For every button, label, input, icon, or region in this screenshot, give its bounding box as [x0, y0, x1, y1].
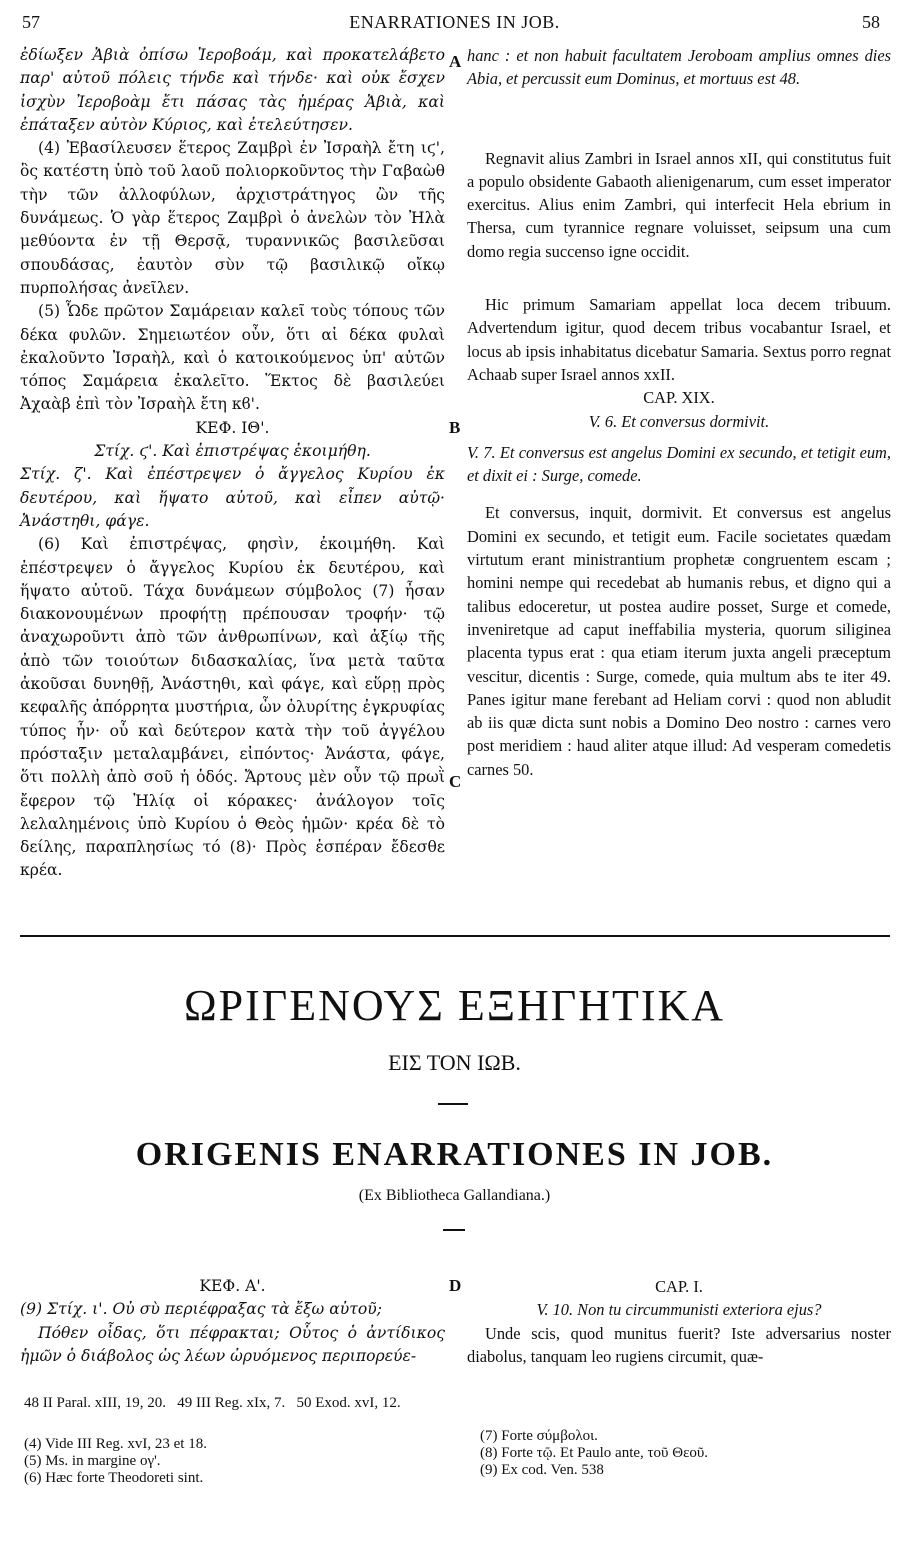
- greek-cap-one: ΚΕΦ. Α'.: [199, 1277, 266, 1295]
- running-title: ENARRATIONES IN JOB.: [349, 12, 560, 32]
- footnote-8: (8) Forte τῷ. Et Paulo ante, τοῦ Θεοῦ.: [480, 1445, 709, 1461]
- latin-column: [467, 44, 891, 781]
- latin-paragraph-4: Et conversus, inquit, dormivit. Et conversus est angelus Domini ex secundo, et tetigit eum. Facile societates quædam virtutum erant ministrantium prophetæ congruentem escam ; homini nempe qui recedebat ab humanis rebus, et digno qui a talibus edoceretur, ut postea audire posset, Surge et comede, inveniretque ad caput ineffabilia mysteria, quorum siliginea placenta typus erat : qua etiam iterum juxta angeli præceptum vescitur, dicentis : Surge, comede, quia multum abs te iter 49. Panes igitur mane ferebant ad Heliam corvi : quod non abludit ab iis quæ dicta sunt nobis a Domino Deo nostro : carnes vero post meridiem : haud aliter atque illud: Ad vesperam comedetis carnes 50.: [467, 503, 891, 779]
- footnotes-right: [480, 1428, 900, 1479]
- margin-letter-d: D: [449, 1276, 462, 1295]
- greek-title: ΩΡΙΓΕΝΟΥΣ ΕΞΗΓΗΤΙΚΑ: [183, 981, 726, 1030]
- greek-section-two-text: Πόθεν οἶδας, ὅτι πέφρακται; Οὗτος ὁ ἀντίδικος ἡμῶν ὁ διάβολος ὡς λέων ὠρυόμενος περιπορεύε-: [20, 1323, 445, 1365]
- greek-paragraph-6: (6) Καὶ ἐπιστρέψας, φησὶν, ἐκοιμήθη. Καὶ ἐπέστρεψεν ὁ ἄγγελος Κυρίου ἐκ δευτέρου, καὶ ἥψατο αὐτοῦ. Τάχα δυνάμεων σύμβολος (7) ἦσαν διακονουμένων προφήτῃ πρέπουσαν τροφήν· τῷ ἀναχωροῦντι ἀπὸ τῶν ἀνθρωπίνων, καὶ ἀξίῳ τῆς ἀπὸ τῶν τοιούτων διδασκαλίας, ἵνα μετὰ ταῦτα ἀκοῦσαι δυνηθῇ, Ἀνάστηθι, καὶ φάγε, καὶ εὕρῃ πρὸς κεφαλῆς ἀπόρρητα μυστήρια, ὧν ὀλυρίτης ἐγκρυφίας τύπος ἦν· οὗ καὶ δεύτερον κατὰ τὴν τοῦ ἀγγέλου πρόσταξιν μεταλαμβάνει, εἰπόντος· Ἀνάστα, φάγε, ὅτι πολλὴ ἀπὸ σοῦ ἡ ὁδός. Ἄρτους μὲν οὖν τῷ πρωῒ ἔφερον τῷ Ἠλίᾳ οἱ κόρακες· ἀνάλογον τοῖς λελαλημένοις ὑπὸ Κυρίου ὁ Θεὸς ἡμῶν· κρέα δὲ τὸ δείλης, παραπλησίως τό (8)· Πρὸς ἑσπέραν ἔδεσθε κρέα.: [20, 535, 445, 880]
- greek-chapter-heading: ΚΕΦ. ΙΘ'.: [195, 418, 270, 437]
- greek-paragraph-1: ἐδίωξεν Ἀβιὰ ὀπίσω Ἰεροβοάμ, καὶ προκατελάβετο παρ' αὐτοῦ πόλεις τήνδε καὶ τήνδε· καὶ οὐκ ἔσχεν ἰσχὺν Ἰεροβοὰμ ἔτι πάσας τὰς ἡμέρας Ἀβιὰ, καὶ ἐπάταξεν αὐτὸν Κύριος, καὶ ἐτελεύτησεν.: [20, 46, 445, 134]
- latin-section-two: [467, 1275, 891, 1368]
- footnote-5: (5) Ms. in margine ογ'.: [24, 1453, 161, 1469]
- greek-verse-6: Στίχ. ϛ'. Καὶ ἐπιστρέψας ἐκοιμήθη.: [94, 442, 371, 461]
- latin-section-two-text: Unde scis, quod munitus fuerit? Iste adversarius noster diabolus, tanquam leo rugiens circumit, quæ-: [467, 1323, 891, 1366]
- greek-paragraph-3: (5) Ὧδε πρῶτον Σαμάρειαν καλεῖ τοὺς τόπους τῶν δέκα φυλῶν. Σημειωτέον οὖν, ὅτι αἱ δέκα φυλαὶ ἐκαλοῦντο Ἰσραὴλ, καὶ ὁ κατοικούμενος ὑπ' αὐτῶν τόπος Σαμάρεια ἐκαλεῖτο. Ἕκτος δὲ βασιλεύει Ἀχαὰβ ἐπὶ τὸν Ἰσραὴλ ἔτη κϐ'.: [20, 302, 445, 414]
- source-note: (Ex Bibliotheca Gallandiana.): [358, 1187, 551, 1204]
- margin-letter-b: B: [449, 418, 461, 437]
- footnote-7: (7) Forte σύμβολοι.: [480, 1428, 598, 1444]
- footnote-references: 48 II Paral. xIII, 19, 20. 49 III Reg. xIx, 7. 50 Exod. xvI, 12.: [24, 1395, 401, 1411]
- footnotes-left: [24, 1436, 444, 1487]
- latin-paragraph-2: Regnavit alius Zambri in Israel annos xII, qui constitutus fuit a populo obsidente Gabaoth alienigenarum, cum esset imperator exercitus. Alius enim Zambri, qui interfecit Hela ebrium in Thersa, cum tyrannice regnare voluisset, seipsum una cum domo regia succenso igne occidit.: [467, 148, 891, 261]
- section-divider: [20, 935, 890, 937]
- footnote-9: (9) Ex cod. Ven. 538: [480, 1462, 604, 1478]
- latin-verse-10: V. 10. Non tu circummunisti exteriora ejus?: [536, 1300, 822, 1320]
- greek-column: [20, 44, 445, 883]
- page-number-left: 57: [22, 12, 40, 32]
- greek-subtitle: ΕΙΣ ΤΟΝ ΙΩΒ.: [388, 1050, 521, 1075]
- latin-verse-6: V. 6. Et conversus dormivit.: [588, 411, 770, 431]
- greek-paragraph-2: (4) Ἐβασίλευσεν ἕτερος Ζαμβρὶ ἐν Ἰσραὴλ ἔτη ιϛ', ὃς κατέστη ὑπὸ τοῦ λαοῦ πολιορκοῦντος τὴν Γαβαὼθ τὴν τῶν ἀλλοφύλων, ἀρχιστράτηγος ὢν τῆς δυνάμεως. Ὁ γὰρ ἕτερος Ζαμβρὶ ὁ ἀνελὼν τὸν Ἠλὰ μεθύοντα ἐν τῇ Θερσᾷ, τυραννικῶς βασιλεῦσαι σπουδάσας, ἑαυτὸν σὺν τῷ βασιλικῷ οἴκῳ πυρπολήσας ἀνεῖλεν.: [20, 139, 445, 297]
- short-rule-1: [438, 1103, 468, 1105]
- greek-verse-10: (9) Στίχ. ι'. Οὐ σὺ περιέφραξας τὰ ἔξω αὐτοῦ;: [20, 1300, 382, 1319]
- latin-title: ORIGENIS ENARRATIONES IN JOB.: [135, 1136, 774, 1173]
- latin-chapter-heading: CAP. XIX.: [643, 388, 715, 408]
- latin-paragraph-1: hanc : et non habuit facultatem Jeroboam amplius omnes dies Abia, et percussit eum Dominus, et mortuus est 48.: [467, 46, 891, 89]
- footnote-4: (4) Vide III Reg. xvI, 23 et 18.: [24, 1436, 207, 1452]
- margin-letter-a: A: [449, 52, 462, 71]
- margin-letter-c: C: [449, 772, 462, 791]
- latin-cap-one: CAP. I.: [655, 1277, 703, 1296]
- page-number-right: 58: [862, 12, 880, 32]
- latin-verse-7: V. 7. Et conversus est angelus Domini ex secundo, et tetigit eum, et dixit ei : Surge, comede.: [467, 442, 891, 486]
- greek-verse-7: Στίχ. ζ'. Καὶ ἐπέστρεψεν ὁ ἄγγελος Κυρίου ἐκ δευτέρου, καὶ ἥψατο αὐτοῦ, καὶ εἶπεν αὐτῷ· Ἀνάστηθι, φάγε.: [20, 465, 445, 530]
- footnote-6: (6) Hæc forte Theodoreti sint.: [24, 1470, 204, 1486]
- greek-section-two: [20, 1275, 445, 1368]
- latin-paragraph-3: Hic primum Samariam appellat loca decem tribuum. Advertendum igitur, quod decem tribus vocabantur Israel, et locus ab ipsis inhabitatus dicebatur Samaria. Sextus porro regnat Achaab super Israel annos xxII.: [467, 295, 891, 384]
- short-rule-2: [443, 1229, 465, 1231]
